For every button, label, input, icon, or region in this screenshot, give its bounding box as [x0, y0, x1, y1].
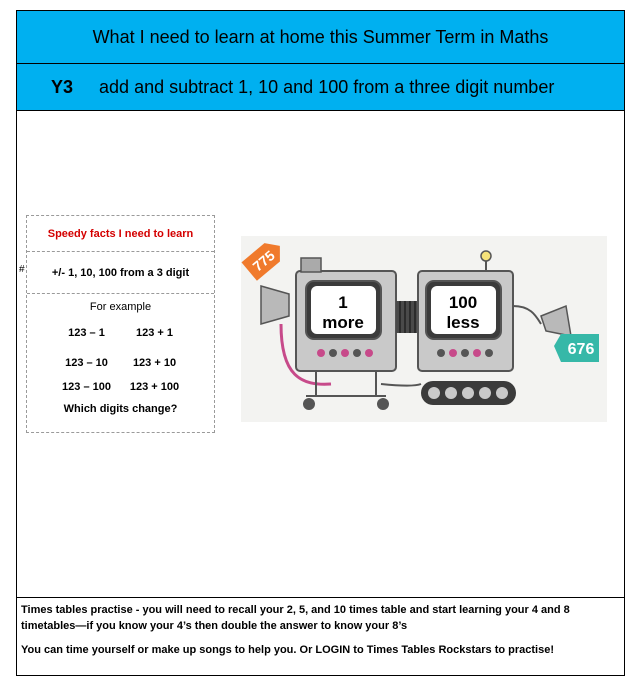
example-add: 123 + 100: [129, 381, 180, 393]
practice-tip: You can time yourself or make up songs to help you. Or LOGIN to Times Tables Rockstars to practise!: [21, 644, 555, 656]
output-number: 676: [567, 341, 595, 358]
example-add: 123 + 1: [135, 327, 173, 339]
left-screen-operation: more: [322, 313, 364, 332]
example-row: [27, 381, 214, 393]
fact-row: [19, 252, 214, 294]
subtitle-bar: [17, 64, 624, 111]
output-number-tag: [554, 334, 599, 362]
light-bulb: [481, 251, 491, 261]
question-text: Which digits change?: [63, 403, 178, 415]
example-row: [27, 357, 214, 369]
number-machine-illustration: [241, 236, 607, 422]
right-screen-operation: less: [446, 313, 480, 332]
footer-notes: [17, 597, 624, 675]
topic: add and subtract 1, 10 and 100 from a three digit number: [99, 76, 555, 97]
speedy-facts-card: [19, 215, 215, 433]
input-number: 775: [249, 247, 278, 275]
year-group: Y3: [51, 76, 74, 97]
example-add: 123 + 10: [132, 357, 177, 369]
left-machine-vent: [301, 258, 321, 272]
wheel: [377, 398, 389, 410]
wheel: [303, 398, 315, 410]
fact-text: +/- 1, 10, 100 from a 3 digit: [51, 266, 190, 279]
content-area: [17, 111, 624, 597]
page-title: What I need to learn at home this Summer Term in Maths: [92, 26, 549, 47]
example-row: [27, 327, 214, 339]
example-subtract: 123 – 1: [68, 327, 105, 339]
example-subtract: 123 – 100: [62, 381, 111, 393]
right-screen-value: 100: [448, 293, 478, 312]
times-tables-note: Times tables practise - you will need to recall your 2, 5, and 10 times table and start learning your 4 and 8 timetables—if you know your 4’s then double the answer to know your 8’s: [21, 604, 570, 632]
worksheet-frame: [16, 10, 625, 676]
title-bar: [17, 11, 624, 64]
example-subtract: 123 – 10: [65, 357, 108, 369]
example-heading: For example: [89, 301, 152, 313]
connecting-coil: [396, 301, 418, 333]
bullet-marker: #: [19, 264, 25, 275]
left-screen-value: 1: [338, 293, 348, 312]
facts-heading: Speedy facts I need to learn: [27, 216, 214, 252]
